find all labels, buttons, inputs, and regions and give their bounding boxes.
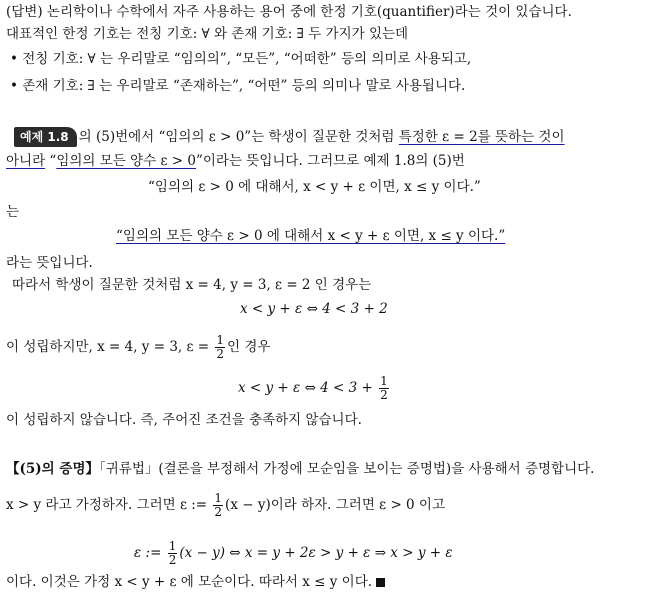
proof-conclusion: 이다. 이것은 가정 x < y + ε 에 모순이다. 따라서 x ≤ y 이다. [6,573,385,591]
quote-original: “임의의 ε > 0 에 대해서, x < y + ε 이면, x ≤ y 이다.” [148,179,481,195]
example-badge: 예제 1.8 [14,127,77,147]
text-meaning: 라는 뜻입니다. [6,255,93,271]
equation-1: x < y + ε ⇔ 4 < 3 + 2 [240,301,388,317]
intro-line-2: 대표적인 한정 기호는 전칭 기호: ∀ 와 존재 기호: ∃ 두 가지가 있는데 [6,26,409,42]
proof-title: 【(5)의 증명】 [6,461,99,477]
fraction-half: $\frac{1}{2}$ [216,333,225,361]
example-case-line: 따라서 학생이 질문한 것처럼 x = 4, y = 3, ε = 2 인 경우는 [12,277,372,293]
fail-line: 이 성립하지 않습니다. 즉, 주어진 조건을 충족하지 않습니다. [6,412,362,428]
fraction-half-2: $\frac{1}{2}$ [380,374,388,402]
fraction-half-3: $\frac{1}{2}$ [214,491,223,519]
equation-2: x < y + ε ⇔ 4 < 3 + $\frac{1}{2}$ [238,374,388,402]
bullet-universal: • 전칭 기호: ∀ 는 우리말로 “임의의”, “모든”, “어떠한” 등의 의미로 사용되고, [10,51,472,67]
text-neun: 는 [6,204,20,220]
example-line-1: 예제 1.8 의 (5)번에서 “임의의 ε > 0”는 학생이 질문한 것처럼 특정한 ε = 2를 뜻하는 것이 [14,127,565,147]
intro-line-1: (답변) 논리학이나 수학에서 자주 사용하는 용어 중에 한정 기호(quantifier)라는 것이 있습니다. [6,4,572,20]
qed-square-icon [376,578,385,587]
bullet-existential: • 존재 기호: ∃ 는 우리말로 “존재하는”, “어떤” 등의 의미나 말로 사용됩니다. [10,78,466,94]
quote-meaning: “임의의 모든 양수 ε > 0 에 대해서 x < y + ε 이면, x ≤ y 이다.” [116,228,506,244]
proof-equation: ε := $\frac{1}{2}$ (x − y) ⇔ x = y + 2ε > y + ε ⇒ x > y + ε [134,539,453,567]
example-line-2: 아니라 “임의의 모든 양수 ε > 0”이라는 뜻입니다. 그러므로 예제 1.8의 (5)번 [6,153,465,169]
fraction-half-4: $\frac{1}{2}$ [168,539,177,567]
proof-line-2: x > y 라고 가정하자. 그러면 ε := $\frac{1}{2}$ (x − y)이라 하자. 그러면 ε > 0 이고 [6,491,446,519]
holds-line: 이 성립하지만, x = 4, y = 3, ε = $\frac{1}{2}$ 인 경우 [6,333,271,361]
proof-line-1: 【(5)의 증명】「귀류법」(결론을 부정해서 가정에 모순임을 보이는 증명법)을 사용해서 증명합니다. [6,461,595,477]
